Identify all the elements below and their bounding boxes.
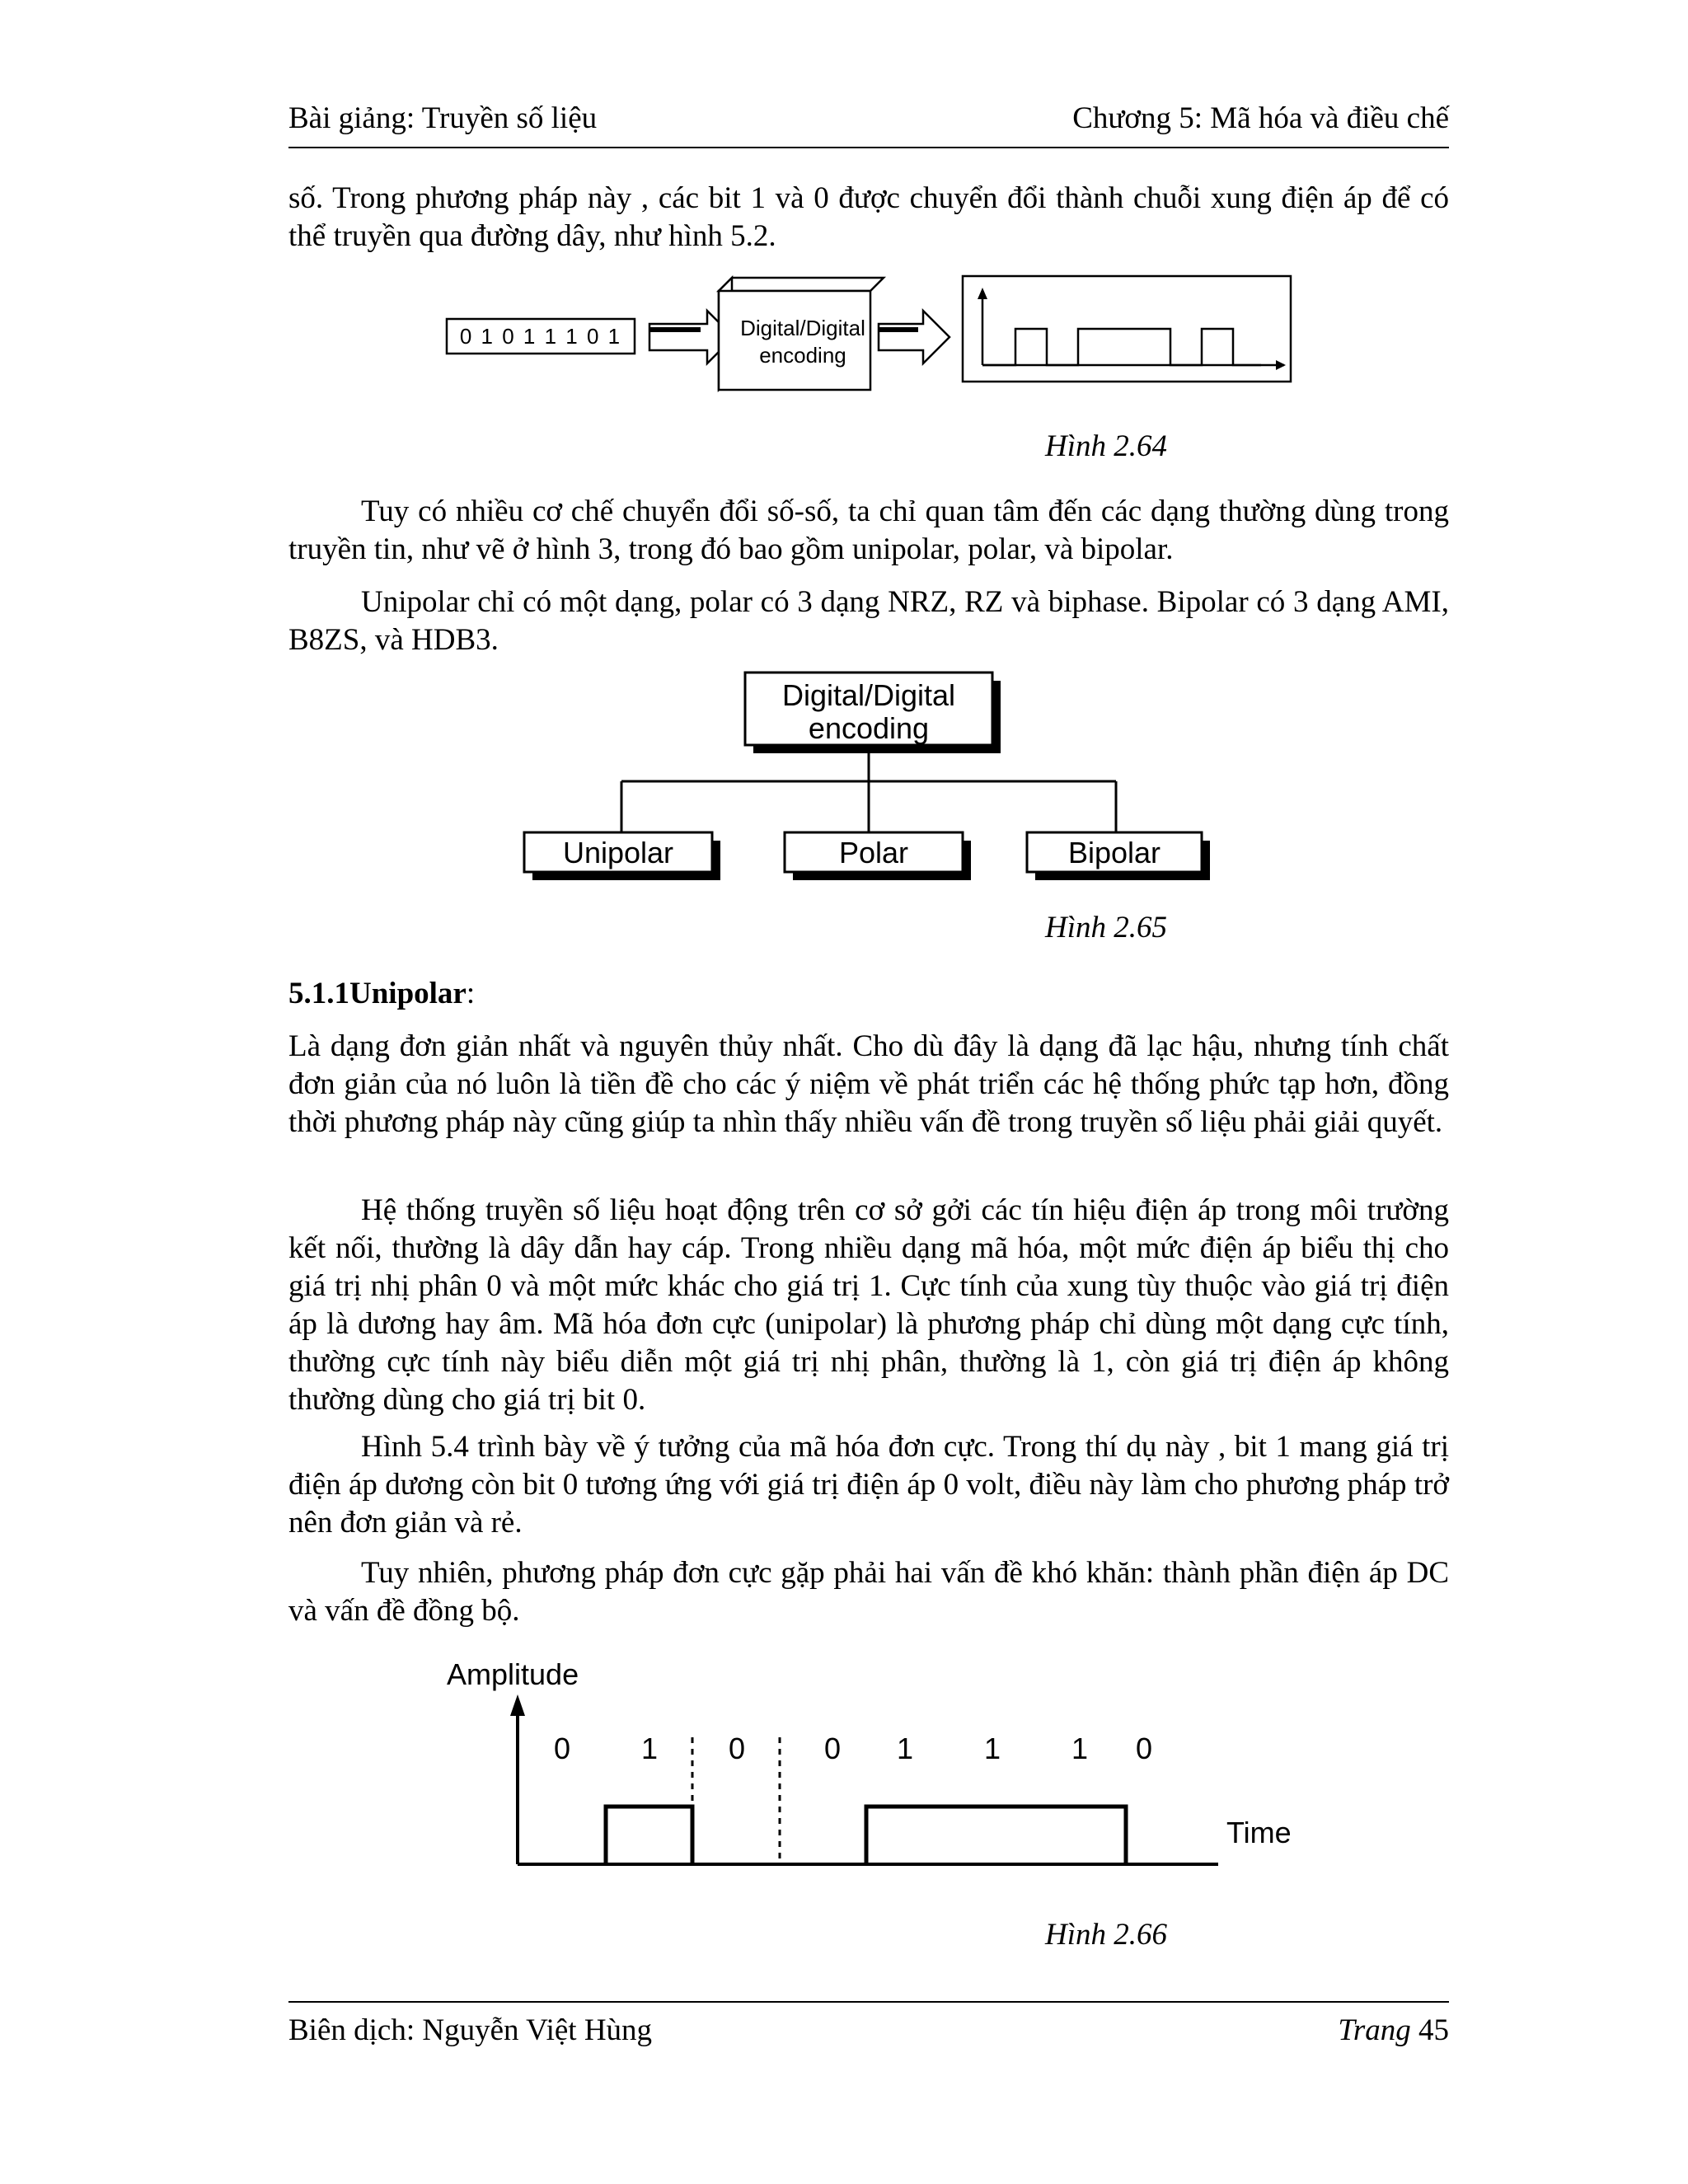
pulse-1 (606, 1807, 692, 1864)
tree-node-bipolar-label: Bipolar (1067, 836, 1161, 869)
page-footer (288, 2001, 1449, 2052)
tree-node-unipolar-label: Unipolar (562, 836, 674, 869)
section-heading (288, 976, 475, 1011)
encoder-label-1: Digital/Digital (740, 316, 865, 340)
section-title: Unipolar (349, 977, 467, 1010)
paragraph-3: Unipolar chỉ có một dạng, polar có 3 dạng NRZ, RZ và biphase. Bipolar có 3 dạng AMI, B8ZS, và HDB3. (288, 585, 1449, 657)
tree-root-label-1: Digital/Digital (781, 678, 956, 712)
paragraph-7: Tuy nhiên, phương pháp đơn cực gặp phải hai vấn đề khó khăn: thành phần điện áp DC và vấn đề đồng bộ. (288, 1556, 1449, 1628)
page-label: Trang (1338, 2013, 1411, 2047)
header-right: Chương 5: Mã hóa và điều chế (1072, 101, 1449, 135)
paragraph-4: Là dạng đơn giản nhất và nguyên thủy nhất. Cho dù đây là dạng đã lạc hậu, nhưng tính chất đơn giản của nó luôn là tiền đề cho các ý niệm về phát triển các hệ thống phức tạp hơn, đồng thời phương pháp này cũng giúp ta nhìn thấy nhiều vấn đề trong truyền số liệu phải giải quyết. (288, 1029, 1449, 1139)
page-number-value: 45 (1418, 2013, 1449, 2047)
bit-labels (554, 1732, 1152, 1765)
figure-caption-1: Hình 2.64 (1045, 429, 1167, 463)
section-suffix: : (466, 977, 476, 1010)
paragraph-6: Hình 5.4 trình bày về ý tưởng của mã hóa đơn cực. Trong thí dụ này , bit 1 mang giá trị điện áp dương còn bit 0 tương ứng với giá trị điện áp 0 volt, điều này làm cho phương pháp trở nên đơn giản và rẻ. (288, 1430, 1449, 1540)
bit-string: 0 1 0 1 1 1 0 1 (459, 324, 622, 349)
tree-root-label-2: encoding (808, 711, 930, 745)
header-left: Bài giảng: Truyền số liệu (288, 101, 598, 135)
bit-label: 1 (1071, 1732, 1089, 1765)
footer-left: Biên dịch: Nguyễn Việt Hùng (288, 2013, 653, 2047)
tree-node-polar-label: Polar (838, 836, 909, 869)
bit-label: 0 (728, 1732, 746, 1765)
paragraph-1: số. Trong phương pháp này , các bit 1 và 0 được chuyển đổi thành chuỗi xung điện áp để có thể truyền qua đường dây, như hình 5.2. (288, 181, 1449, 253)
paragraph-5: Hệ thống truyền số liệu hoạt động trên cơ sở gởi các tín hiệu điện áp trong môi trường kết nối, thường là dây dẫn hay cáp. Trong nhiều dạng mã hóa, một mức điện áp biểu thị cho giá trị nhị phân 0 và một mức khác cho giá trị 1. Cực tính của xung tùy thuộc vào giá trị điện áp là dương hay âm. Mã hóa đơn cực (unipolar) là phương pháp chỉ dùng một dạng cực tính, thường cực tính này biểu diễn một giá trị nhị phân, thường là 1, còn giá trị điện áp không thường dùng cho giá trị bit 0. (288, 1193, 1449, 1417)
amplitude-label: Amplitude (447, 1657, 579, 1691)
bit-label: 1 (896, 1732, 914, 1765)
time-label: Time (1226, 1816, 1292, 1849)
arrow-right-icon (879, 311, 950, 363)
page-header (288, 101, 1449, 148)
page-number (1338, 2013, 1449, 2048)
bit-label: 1 (640, 1732, 659, 1765)
bit-label: 0 (553, 1732, 571, 1765)
encoder-label-2: encoding (759, 343, 846, 368)
y-axis-arrow-icon (510, 1694, 525, 1716)
paragraph-2: Tuy có nhiều cơ chế chuyển đổi số-số, ta chỉ quan tâm đến các dạng thường dùng trong truyền tin, như vẽ ở hình 3, trong đó bao gồm unipolar, polar, và bipolar. (288, 494, 1449, 566)
section-number: 5.1.1 (288, 977, 349, 1010)
pulse-2 (866, 1807, 1126, 1864)
figure-encoding-process (429, 268, 1294, 400)
figure-caption-2: Hình 2.65 (1045, 911, 1167, 944)
bit-label: 0 (1135, 1732, 1153, 1765)
bit-label: 1 (983, 1732, 1001, 1765)
figure-unipolar-waveform (437, 1648, 1311, 1887)
encoder-box-top (719, 278, 884, 291)
encoder-box (719, 291, 870, 390)
figure-caption-3: Hình 2.66 (1045, 1918, 1167, 1952)
bit-label: 0 (823, 1732, 842, 1765)
figure-encoding-tree (511, 668, 1220, 898)
